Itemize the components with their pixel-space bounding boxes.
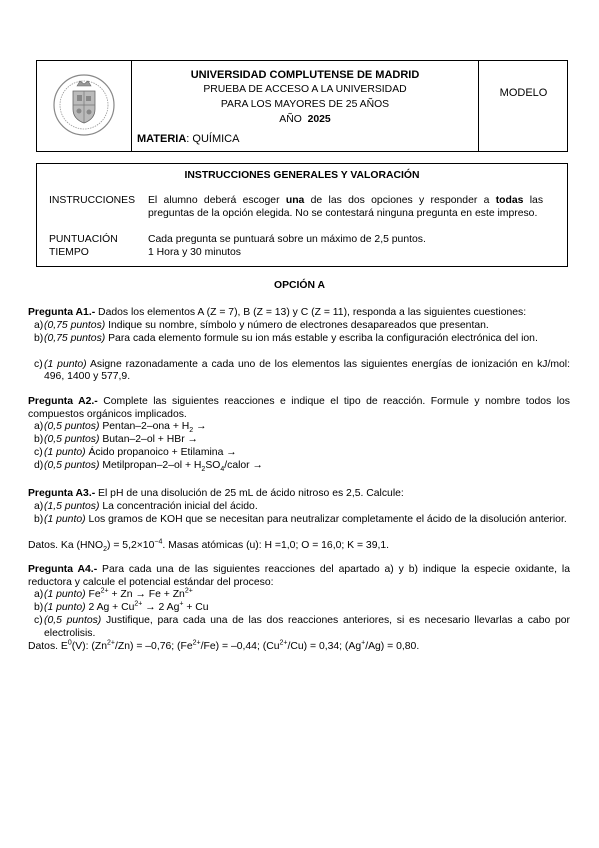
a1-item-c-letter: c) <box>34 358 43 370</box>
a2-item-a-letter: a) <box>34 421 44 433</box>
a1-item-c: (1 punto) Asigne razonadamente a cada uno de los elementos las siguientes energías de ionización en kJ/mol: 496, 1400 y 577,9. <box>44 358 570 383</box>
subject-line: MATERIA: QUÍMICA <box>137 133 240 145</box>
question-a2: Pregunta A2.- Complete las siguientes reacciones e indique el tipo de reacción. Formule y nombre todos los compuestos orgánicos implicados. a) (0,5 puntos) $Pentan-2-ona + H_2$ → b) (0,5 puntos) Butan–2–ol + HBr → c) (1 punto) Ácido propanoico + Etilamina → d) (0,5 puntos) Metilpropan–2–ol + $H_2SO_4$/calor → <box>28 396 570 474</box>
section-title: OPCIÓN A <box>274 280 325 291</box>
instructions-label: INSTRUCCIONES <box>49 195 136 206</box>
a1-item-a: (0,75 puntos) Indique su nombre, símbolo y número de electrones desapareados que presentan. <box>44 319 489 331</box>
a4-item-b: (1 punto) 2 $Ag + Cu^{2+} \to 2$ Ag+ + Cu <box>44 600 209 614</box>
modelo-label: MODELO <box>499 87 548 99</box>
a2-item-c: (1 punto) Ácido propanoico + Etilamina → <box>44 447 237 459</box>
a4-item-a-letter: a) <box>34 589 44 601</box>
a2-item-d-letter: d) <box>34 460 44 472</box>
a4-item-c: (0,5 puntos) Justifique, para cada una de las dos reacciones anteriores, si es necesario llevarlas a cabo por electrolisis. <box>44 615 570 639</box>
university-name: UNIVERSIDAD COMPLUTENSE DE MADRID <box>190 69 420 81</box>
header-divider-right <box>478 61 479 151</box>
score-text: Cada pregunta se puntuará sobre un máximo de 2,5 puntos. <box>148 234 426 245</box>
a3-item-b: (1 punto) Los gramos de KOH que se necesitan para neutralizar completamente el ácido de la disolución anterior. <box>44 513 567 525</box>
a4-item-c-letter: c) <box>34 615 43 627</box>
time-label: TIEMPO <box>49 247 89 258</box>
a2-item-a: (0,5 puntos) $Pentan-2-ona + H_2$ → <box>44 421 207 435</box>
question-a1: Pregunta A1.- Dados los elementos A (Z = 7), B (Z = 13) y C (Z = 11), responda a las siguientes cuestiones: a) (0,75 puntos) Indique su nombre, símbolo y número de electrones desapareados que presentan. b) (0,75 puntos) Para cada elemento formule su ion más estable y escriba la configuración electrónica del ion. c) (1 punto) Asigne razonadamente a cada uno de los elementos las siguientes energías de ionización en kJ/mol: 496, 1400 y 577,9. <box>28 307 570 383</box>
exam-year: AÑO 2025 <box>279 114 331 125</box>
exam-title-line2: PARA LOS MAYORES DE 25 AÑOS <box>220 99 390 110</box>
a1-item-a-letter: a) <box>34 319 44 331</box>
a4-item-a: (1 punto) $Fe^{2+} + Zn \to Fe + Zn^{2+}$ <box>44 587 193 601</box>
a2-item-d: (0,5 puntos) Metilpropan–2–ol + $H_2SO_4$/calor → <box>44 460 263 474</box>
a3-item-a: (1,5 puntos) La concentración inicial del ácido. <box>44 500 258 512</box>
time-text: 1 Hora y 30 minutos <box>148 247 241 258</box>
a4-item-b-letter: b) <box>34 602 44 614</box>
instructions-title: INSTRUCCIONES GENERALES Y VALORACIÓN <box>184 170 420 181</box>
instructions-box <box>36 163 568 267</box>
exam-title-line1: PRUEBA DE ACCESO A LA UNIVERSIDAD <box>203 84 407 95</box>
header-box <box>36 60 568 152</box>
question-a3: Pregunta A3.- El pH de una disolución de 25 mL de ácido nitroso es 2,5. Calcule: a) (1,5 puntos) La concentración inicial del ácido. b) (1 punto) Los gramos de KOH que se necesitan para neutralizar completamente el ácido de la disolución anterior. Datos. Ka $(HNO_2) = 5,2\times 10^{-4}$. Masas atómicas (u): H =1,0; O = 16,0; K = 39,1. <box>28 488 570 552</box>
a3-data: Datos. Ka $(HNO_2) = 5,2\times 10^{-4}$. Masas atómicas (u): H =1,0; O = 16,0; K = 39,1. <box>28 538 390 553</box>
instructions-text: El alumno deberá escoger una de las dos opciones y responder a todas las preguntas de la opción elegida. No se contestará ninguna pregunta en este impreso. <box>148 195 544 219</box>
a2-item-c-letter: c) <box>34 447 43 459</box>
a1-item-b: (0,75 puntos) Para cada elemento formule su ion más estable y escriba la configuración electrónica del ion. <box>44 332 538 344</box>
header-divider-left <box>131 61 132 151</box>
a2-item-b: (0,5 puntos) Butan–2–ol + HBr → <box>44 434 198 446</box>
a3-item-a-letter: a) <box>34 500 44 512</box>
a3-item-b-letter: b) <box>34 513 44 525</box>
score-label: PUNTUACIÓN <box>49 234 118 245</box>
question-a4: Pregunta A4.- Para cada una de las siguientes reacciones del apartado a) y b) indique la especie oxidante, la reductora y calcule el potencial estándar del proceso: a) (1 punto) $Fe^{2+} + Zn \to Fe + Zn^{2+}$ b) (1 punto) 2 $Ag + Cu^{2+} \to 2$ Ag+ + Cu c) (0,5 puntos) Justifique, para cada una de las dos reacciones anteriores, si es necesario llevarlas a cabo por electrolisis. Datos. $E^0(V)$: $(Zn^{2+}/Zn) = -0,76$; $(Fe^{2+}/Fe) = -0,44$; $(Cu^{2+}/Cu) = 0,34$; (Ag+/Ag) = 0,80. <box>28 564 570 653</box>
a4-data: Datos. $E^0(V)$: $(Zn^{2+}/Zn) = -0,76$; $(Fe^{2+}/Fe) = -0,44$; $(Cu^{2+}/Cu) = 0,34$; (Ag+/Ag) = 0,80. <box>28 639 420 653</box>
a1-item-b-letter: b) <box>34 332 44 344</box>
university-seal-icon <box>51 69 117 141</box>
a2-item-b-letter: b) <box>34 434 44 446</box>
